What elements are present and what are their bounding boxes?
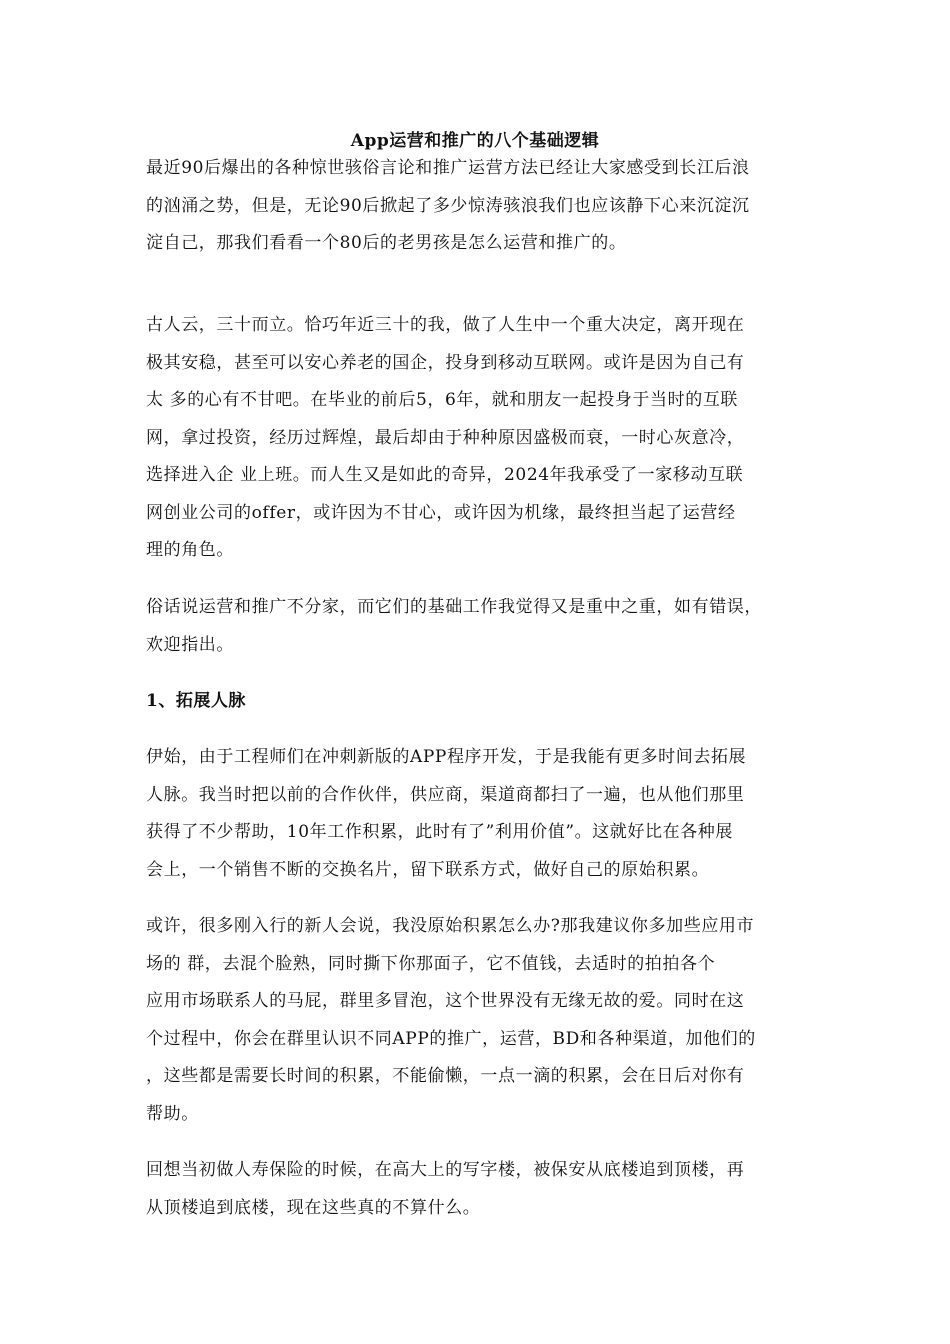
paragraph-intro	[146, 150, 810, 263]
text-line: 古人云，三十而立。恰巧年近三十的我，做了人生中一个重大决定，离开现在	[146, 315, 745, 335]
text-line: 俗话说运营和推广不分家，而它们的基础工作我觉得又是重中之重，如有错误，	[146, 597, 762, 617]
text-line: 从顶楼追到底楼，现在这些真的不算什么。	[146, 1197, 481, 1218]
text-line: 选择进入企 业上班。而人生又是如此的奇异，2024年我承受了一家移动互联	[146, 465, 744, 485]
text-line: 太 多的心有不甘吧。在毕业的前后5，6年，就和朋友一起投身于当时的互联	[146, 390, 739, 410]
text-line: 欢迎指出。	[146, 634, 234, 655]
text-line: 应用市场联系人的马屁，群里多冒泡，这个世界没有无缘无故的爱。同时在这	[146, 991, 745, 1011]
text-line: 会上，一个销售不断的交换名片，留下联系方式，做好自己的原始积累。	[146, 859, 710, 880]
paragraph-preface	[146, 589, 810, 664]
text-line: 或许，很多刚入行的新人会说，我没原始积累怎么办?那我建议你多加些应用市	[146, 916, 755, 936]
text-line: 理的角色。	[146, 540, 234, 560]
paragraph-recollection	[146, 1152, 810, 1227]
paragraph-background	[146, 307, 810, 570]
text-line: 人脉。我当时把以前的合作伙伴，供应商，渠道商都扫了一遍，也从他们那里	[146, 784, 745, 805]
text-line: 获得了不少帮助，10年工作积累，此时有了”利用价值”。这就好比在各种展	[146, 822, 734, 842]
text-line: 极其安稳，甚至可以安心养老的国企，投身到移动互联网。或许是因为自己有	[146, 352, 745, 373]
text-line: 网，拿过投资，经历过辉煌，最后却由于种种原因盛极而衰，一时心灰意冷，	[146, 427, 745, 448]
document-title: App运营和推广的八个基础逻辑	[350, 131, 600, 151]
text-line: 最近90后爆出的各种惊世骇俗言论和推广运营方法已经让大家感受到长江后浪	[146, 158, 750, 178]
text-line: ，这些都是需要长时间的积累，不能偷懒，一点一滴的积累，会在日后对你有	[146, 1066, 745, 1086]
paragraph-advice	[146, 908, 810, 1133]
section-heading: 1、拓展人脉	[146, 691, 246, 711]
text-line: 伊始，由于工程师们在冲刺新版的APP程序开发，于是我能有更多时间去拓展	[146, 747, 747, 767]
text-line: 个过程中，你会在群里认识不同APP的推广，运营，BD和各种渠道，加他们的	[146, 1028, 756, 1049]
text-line: 回想当初做人寿保险的时候，在高大上的写字楼，被保安从底楼追到顶楼，再	[146, 1160, 745, 1180]
text-line: 场的 群，去混个脸熟，同时撕下你那面子，它不值钱，去适时的拍拍各个	[146, 953, 716, 974]
text-line: 网创业公司的offer，或许因为不甘心，或许因为机缘，最终担当起了运营经	[146, 502, 736, 523]
text-line: 的汹涌之势，但是，无论90后掀起了多少惊涛骇浪我们也应该静下心来沉淀沉	[146, 195, 750, 216]
text-line: 淀自己，那我们看看一个80后的老男孩是怎么运营和推广的。	[146, 233, 627, 253]
paragraph-network	[146, 739, 810, 889]
text-line: 帮助。	[146, 1103, 199, 1124]
